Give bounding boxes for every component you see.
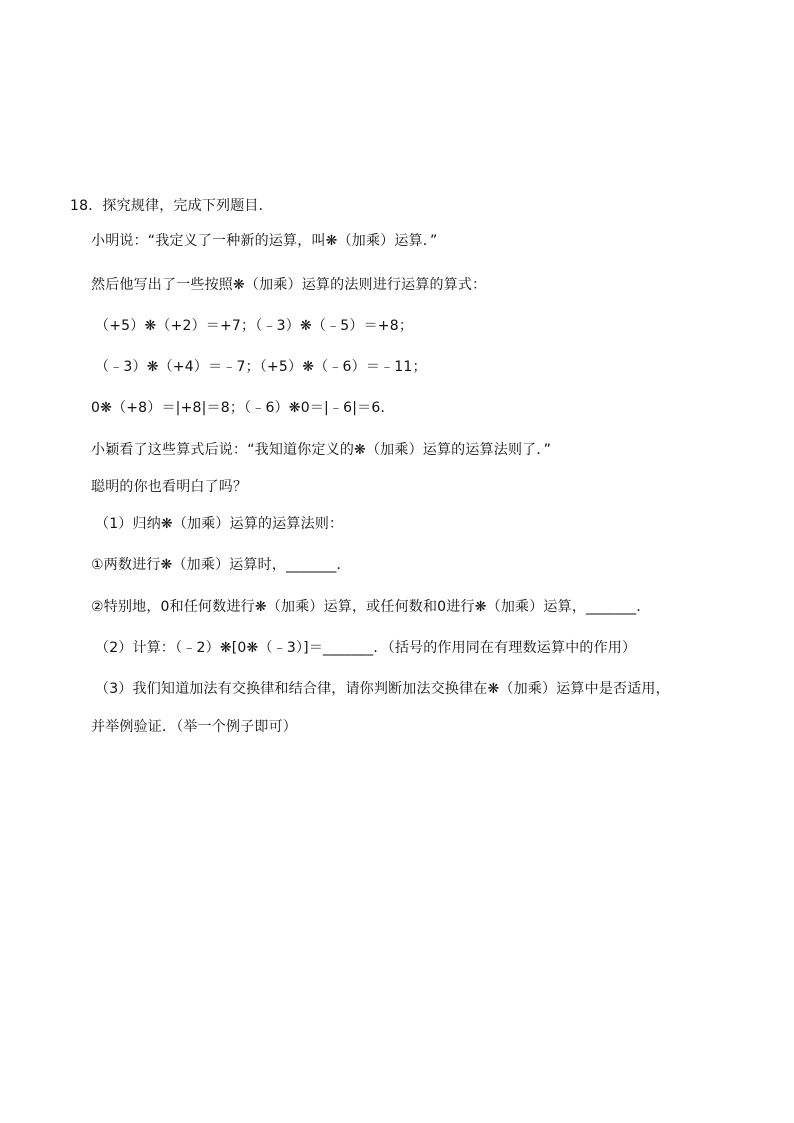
example-line-2: （﹣3）❋（+4）＝﹣7；（+5）❋（﹣6）＝﹣11； [95,359,427,375]
prompt-line: 聪明的你也看明白了吗？ [91,479,248,495]
part-3: （3）我们知道加法有交换律和结合律，请你判断加法交换律在❋（加乘）运算中是否适用， [95,681,670,697]
part-1-heading: （1）归纳❋（加乘）运算的运算法则： [95,516,344,532]
rule-1: ①两数进行❋（加乘）运算时，_______． [91,557,351,573]
rule-2: ②特别地，0和任何数进行❋（加乘）运算，或任何数和0进行❋（加乘）运算，_______． [91,599,651,615]
part-3-continued: 并举例验证．（举一个例子即可） [91,719,297,735]
intro-line: 然后他写出了一些按照❋（加乘）运算的法则进行运算的算式： [91,277,487,293]
example-line-3: 0❋（+8）＝|+8|＝8；（﹣6）❋0＝|﹣6|＝6． [91,400,395,416]
xiaoying-statement: 小颖看了这些算式后说：“我知道你定义的❋（加乘）运算的运算法则了．” [91,442,552,458]
xiaoming-statement: 小明说：“我定义了一种新的运算，叫❋（加乘）运算．” [91,233,438,249]
question-title: 18．探究规律，完成下列题目． [70,198,273,214]
part-2: （2）计算：（﹣2）❋[0❋（﹣3）]＝_______．（括号的作用同在有理数运算中的作用） [95,640,637,656]
example-line-1: （+5）❋（+2）＝+7；（﹣3）❋（﹣5）＝+8； [95,318,414,334]
